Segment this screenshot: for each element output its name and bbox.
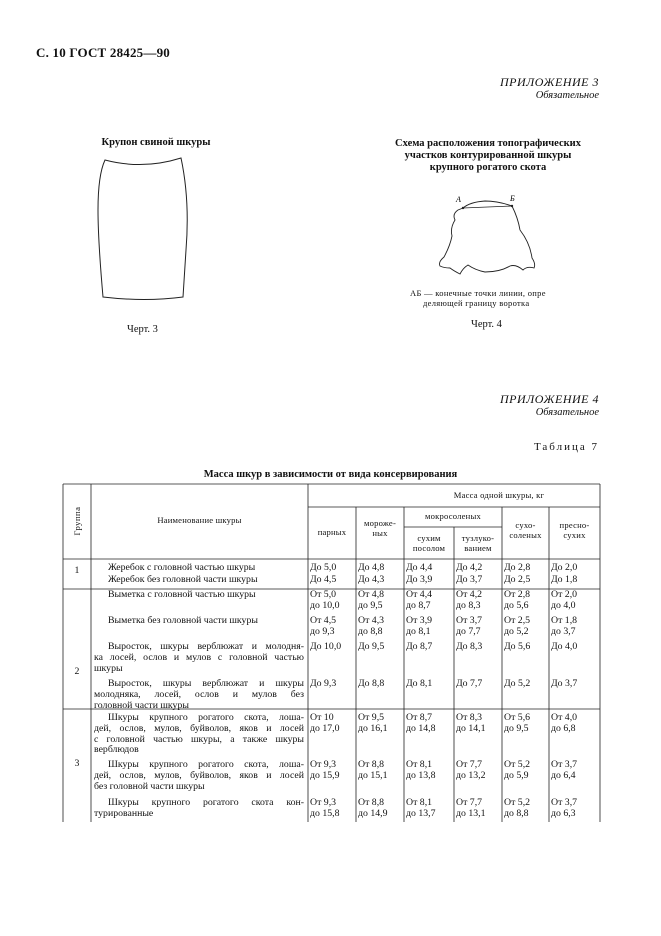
hide-name-line: дей, ослов, мулов, буйволов, яков и лосей (94, 769, 304, 781)
mass-value: до 6,3 (551, 807, 576, 819)
header-dry-salt-line: сухим (417, 533, 441, 543)
mass-value: до 13,2 (456, 769, 486, 781)
mass-value: От 5,6 (504, 712, 531, 723)
header-wet-salted: мокросоленых (425, 511, 481, 521)
mass-value: От 10 (310, 712, 334, 723)
fig4-title-line: Схема расположения топографических (395, 138, 581, 149)
header-mass (308, 490, 600, 500)
header-mass-text: Масса одной шкуры, кг (453, 490, 545, 500)
mass-value: От 7,7 (456, 797, 483, 808)
hide-name-line: дей, ослов, мулов, буйволов, яков и лосей (94, 722, 304, 734)
mass-value: до 9,3 (310, 625, 335, 637)
fig4-title-line: участков контурированной шкуры (404, 150, 572, 161)
mass-value: До 5,2 (504, 678, 531, 689)
mass-value: От 4,5 (310, 615, 337, 626)
mass-value: От 2,5 (504, 615, 531, 626)
page-header: С. 10 ГОСТ 28425—90 (36, 45, 170, 60)
header-frozen-line: мороже- (363, 518, 396, 528)
header-frozen-line: ных (372, 528, 388, 538)
mass-value: От 9,5 (358, 712, 385, 723)
appendix-3-status: Обязательное (535, 90, 599, 101)
mass-value: До 3,9 (406, 574, 433, 585)
header-brine (454, 533, 502, 553)
mass-value: До 2,0 (551, 562, 578, 573)
group-number: 2 (74, 666, 80, 677)
fig4-note-line: деляющей границу воротка (423, 298, 530, 308)
appendix-4-status: Обязательное (535, 407, 599, 418)
mass-value: до 5,9 (504, 769, 529, 781)
mass-value: до 7,7 (456, 625, 481, 637)
mass-value: От 9,3 (310, 759, 337, 770)
table-title: Масса шкур в зависимости от вида консервирования (203, 469, 458, 480)
mass-value: до 15,1 (358, 769, 388, 781)
point-b-label: Б (510, 194, 515, 203)
mass-value: От 8,3 (456, 712, 483, 723)
fig3-title: Крупон свиной шкуры (101, 137, 211, 148)
hide-name-line: с головной частью шкуры, а также шкуры (94, 733, 304, 745)
mass-value: До 8,8 (358, 678, 385, 689)
mass-value: От 4,3 (358, 615, 385, 626)
mass-value: до 9,5 (358, 599, 383, 611)
mass-value: до 8,7 (406, 599, 431, 611)
appendix-4-title: ПРИЛОЖЕНИЕ 4 (500, 392, 599, 406)
mass-value: до 15,8 (310, 807, 340, 819)
mass-value: до 13,1 (456, 807, 486, 819)
header-hide-name: Наименование шкуры (157, 515, 242, 525)
header-dry-salt-line: посолом (412, 543, 446, 553)
mass-value: До 9,5 (358, 641, 385, 652)
mass-value: От 5,2 (504, 797, 531, 808)
mass-value: От 2,0 (551, 589, 578, 600)
mass-value: От 8,7 (406, 712, 433, 723)
mass-value: От 4,4 (406, 589, 433, 600)
fig4-caption: Черт. 4 (471, 319, 502, 330)
header-dry-salt (404, 533, 454, 553)
mass-value: до 8,1 (406, 625, 431, 637)
mass-value: до 14,1 (456, 722, 486, 734)
mass-value: до 10,0 (310, 599, 340, 611)
header-fresh-dry-line: сухих (563, 530, 586, 540)
hide-name-line: Выросток, шкуры верблюжат и молодня- (108, 641, 304, 652)
fig4-note-line: АБ — конечные точки линии, опре (410, 288, 546, 298)
hide-name-line: Жеребок без головной части шкуры (108, 574, 258, 585)
mass-value: От 8,1 (406, 759, 433, 770)
mass-value: До 4,2 (456, 562, 483, 573)
mass-value: до 5,6 (504, 599, 529, 611)
header-fresh-dry (549, 520, 600, 540)
mass-value: От 3,7 (551, 759, 578, 770)
mass-value: До 1,8 (551, 574, 578, 585)
mass-value: до 14,8 (406, 722, 436, 734)
mass-value: До 8,3 (456, 641, 483, 652)
mass-value: до 5,2 (504, 625, 529, 637)
mass-value: От 1,8 (551, 615, 578, 626)
fig3-caption: Черт. 3 (127, 324, 158, 335)
mass-value: До 4,8 (358, 562, 385, 573)
mass-value: до 9,5 (504, 722, 529, 734)
hide-name-line: головной части шкуры (94, 699, 189, 711)
hide-name-line: Жеребок с головной частью шкуры (108, 562, 256, 573)
group-number: 3 (74, 758, 80, 769)
mass-value: до 8,3 (456, 599, 481, 611)
mass-value: до 3,7 (551, 625, 576, 637)
hide-name-line: молодняка, лосей, ослов и мулов без (94, 688, 304, 700)
mass-value: От 5,2 (504, 759, 531, 770)
mass-value: До 8,7 (406, 641, 433, 652)
hide-name-line: турированные (94, 807, 154, 819)
hide-name-line: Выметка без головной части шкуры (108, 615, 258, 626)
mass-value: До 4,3 (358, 574, 385, 585)
hide-name-line: Выросток, шкуры верблюжат и шкуры (108, 678, 304, 689)
mass-value: До 4,4 (406, 562, 433, 573)
mass-value: До 5,6 (504, 641, 531, 652)
appendix-3-title: ПРИЛОЖЕНИЕ 3 (500, 75, 599, 89)
header-dry-salted (502, 520, 549, 540)
mass-value: до 14,9 (358, 807, 388, 819)
mass-value: От 4,8 (358, 589, 385, 600)
mass-value: до 6,8 (551, 722, 576, 734)
mass-value: До 10,0 (310, 641, 342, 652)
mass-value: До 3,7 (551, 678, 578, 689)
mass-value: От 8,1 (406, 797, 433, 808)
mass-value: От 3,7 (456, 615, 483, 626)
hide-name-line: верблюдов (94, 744, 139, 756)
mass-value: До 3,7 (456, 574, 483, 585)
mass-value: до 13,7 (406, 807, 436, 819)
hide-name-line: Выметка с головной частью шкуры (108, 589, 256, 600)
mass-value: до 16,1 (358, 722, 388, 734)
hide-name-line: Шкуры крупного рогатого скота, лоша- (108, 712, 304, 723)
hide-name-line: Шкуры крупного рогатого скота кон- (108, 797, 304, 808)
mass-value: От 3,7 (551, 797, 578, 808)
hide-name-line: шкуры (94, 662, 123, 674)
header-dry-salted-line: сухо- (515, 520, 536, 530)
mass-value: От 4,2 (456, 589, 483, 600)
header-dry-salted-line: соленых (509, 530, 542, 540)
mass-value: От 2,8 (504, 589, 531, 600)
mass-value: До 9,3 (310, 678, 337, 689)
mass-value: От 5,0 (310, 589, 337, 600)
mass-value: До 2,5 (504, 574, 531, 585)
mass-value: до 15,9 (310, 769, 340, 781)
header-brine-line: ванием (464, 543, 492, 553)
mass-value: До 4,5 (310, 574, 337, 585)
header-fresh-dry-line: пресно- (559, 520, 590, 530)
hide-name-line: без головной части шкуры (94, 780, 205, 792)
mass-value: До 4,0 (551, 641, 578, 652)
table-label: Таблица 7 (533, 441, 599, 453)
mass-value: до 8,8 (504, 807, 529, 819)
fig4-title-line: крупного рогатого скота (429, 162, 547, 173)
mass-value: До 5,0 (310, 562, 337, 573)
mass-value: до 17,0 (310, 722, 340, 734)
hide-name-line: Шкуры крупного рогатого скота, лоша- (108, 759, 304, 770)
group-number: 1 (74, 565, 80, 576)
hide-name-line: ка лосей, ослов и мулов с головной частью (94, 651, 304, 663)
header-group: Группа (72, 506, 82, 536)
mass-value: От 7,7 (456, 759, 483, 770)
mass-value: до 8,8 (358, 625, 383, 637)
mass-value: До 2,8 (504, 562, 531, 573)
header-steam: парных (317, 527, 347, 537)
mass-value: до 4,0 (551, 599, 576, 611)
mass-value: До 7,7 (456, 678, 483, 689)
header-frozen (356, 518, 404, 538)
mass-value: От 8,8 (358, 797, 385, 808)
mass-value: От 4,0 (551, 712, 578, 723)
point-a-label: А (456, 195, 461, 204)
mass-value: До 8,1 (406, 678, 433, 689)
mass-value: От 3,9 (406, 615, 433, 626)
mass-value: до 13,8 (406, 769, 436, 781)
header-brine-line: тузлуко- (461, 533, 495, 543)
mass-value: От 8,8 (358, 759, 385, 770)
mass-value: до 6,4 (551, 769, 576, 781)
mass-value: От 9,3 (310, 797, 337, 808)
